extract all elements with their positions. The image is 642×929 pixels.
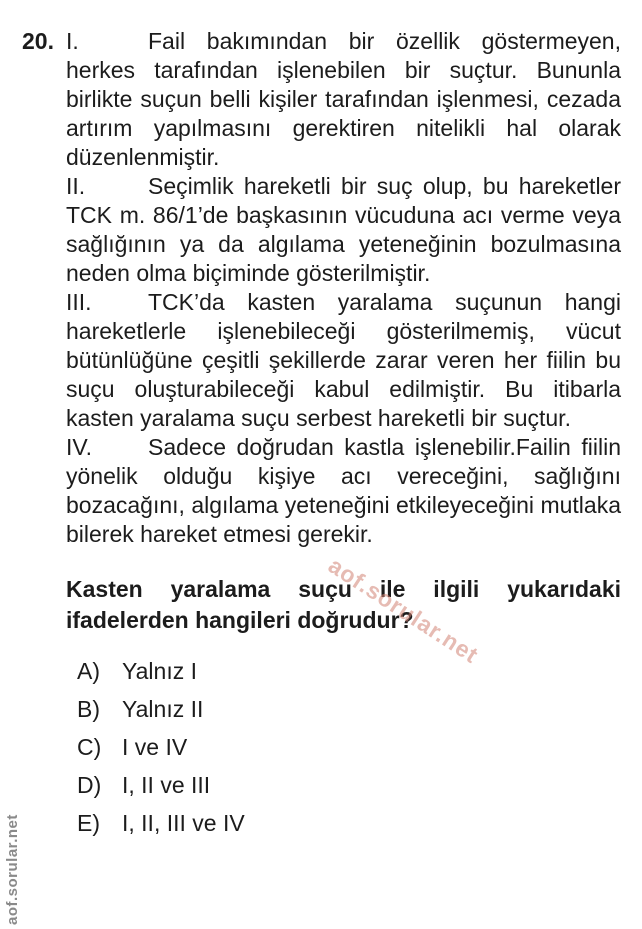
option-c-text: I ve IV: [122, 733, 188, 760]
statement-3-text: TCK’da kasten yaralama suçunun hangi hareketlerle işlenebileceği gösterilmemiş, vücut bütünlüğüne çeşitli şekillerde zarar veren her fiilin bu suçu oluşturabileceği kabul edilmiştir. Bu itibarla kasten yaralama suçu serbest hareketli bir suçtur.: [66, 289, 621, 431]
statement-4: [66, 433, 621, 549]
option-a-text: Yalnız I: [122, 657, 197, 684]
option-e: [77, 804, 621, 842]
option-b-text: Yalnız II: [122, 695, 204, 722]
option-a: [77, 652, 621, 690]
statement-2-text: Seçimlik hareketli bir suç olup, bu hareketler TCK m. 86/1’de başkasının vücuduna acı verme veya sağlığının ya da algılama yeteneğinin bozulmasına neden olma biçiminde gösterilmiştir.: [66, 173, 621, 286]
option-b-letter: B): [77, 695, 100, 722]
option-a-letter: A): [77, 657, 100, 684]
question-stem: Kasten yaralama suçu ile ilgili yukarıdaki ifadelerden hangileri doğrudur?: [66, 576, 621, 633]
watermark-diagonal: aof.sorular.net: [323, 552, 484, 669]
question-block: [22, 27, 621, 842]
question-body: [66, 27, 621, 842]
statement-4-label: IV.: [66, 434, 93, 460]
question-number: 20.: [22, 28, 54, 54]
option-d-letter: D): [77, 771, 102, 798]
statement-4-text: Sadece doğrudan kastla işlenebilir.Failin fiilin yönelik olduğu kişiye acı vereceğini, sağlığını bozacağını, algılama yeteneğini etkileyeceğini mutlaka bilerek hareket etmesi gerekir.: [66, 434, 621, 547]
option-c-letter: C): [77, 733, 102, 760]
option-e-letter: E): [77, 809, 100, 836]
statement-3: [66, 288, 621, 433]
statement-2: [66, 172, 621, 288]
statement-1: [66, 27, 621, 172]
options-list: [77, 652, 621, 842]
option-c: [77, 728, 621, 766]
option-d: [77, 766, 621, 804]
statement-1-text: Fail bakımından bir özellik göstermeyen, herkes tarafından işlenebilen bir suçtur. Bununla birlikte suçun belli kişiler tarafından işlenmesi, cezada artırım yapılmasını gerektiren nitelikli hal olarak düzenlenmiştir.: [66, 28, 621, 170]
statement-3-label: III.: [66, 289, 92, 315]
watermark-vertical: aof.sorular.net: [4, 814, 21, 925]
option-e-text: I, II, III ve IV: [122, 809, 245, 836]
statement-1-label: I.: [66, 28, 79, 54]
option-b: [77, 690, 621, 728]
statement-2-label: II.: [66, 173, 86, 199]
option-d-text: I, II ve III: [122, 771, 211, 798]
